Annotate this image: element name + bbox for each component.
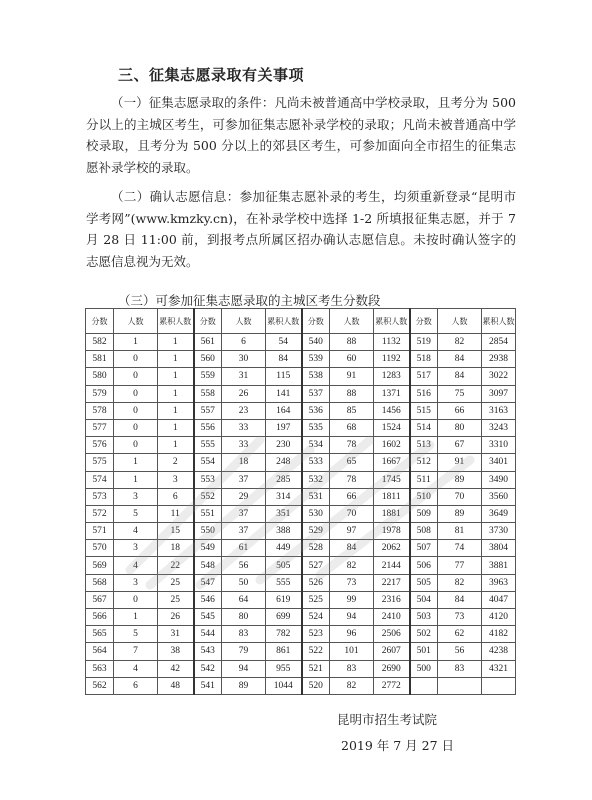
table-cell: 37 xyxy=(222,471,266,488)
table-cell: 2854 xyxy=(482,334,516,351)
table-cell: 77 xyxy=(438,557,482,574)
table-cell: 579 xyxy=(86,385,114,402)
table-cell: 83 xyxy=(330,660,374,677)
table-cell: 80 xyxy=(222,609,266,626)
table-cell: 3 xyxy=(114,574,158,591)
table-row xyxy=(86,402,516,419)
table-cell: 538 xyxy=(302,368,330,385)
table-row xyxy=(86,419,516,436)
table-cell: 101 xyxy=(330,643,374,660)
table-cell: 533 xyxy=(302,454,330,471)
table-cell: 84 xyxy=(438,368,482,385)
table-cell: 91 xyxy=(330,368,374,385)
table-cell: 1 xyxy=(158,437,194,454)
table-cell: 2062 xyxy=(374,540,410,557)
table-cell: 74 xyxy=(438,540,482,557)
table-row xyxy=(86,505,516,522)
table-cell: 514 xyxy=(410,419,438,436)
table-cell: 502 xyxy=(410,626,438,643)
table-cell: 4 xyxy=(114,557,158,574)
table-cell: 1 xyxy=(158,334,194,351)
table-cell: 573 xyxy=(86,488,114,505)
table-cell: 5 xyxy=(114,505,158,522)
table-cell: 38 xyxy=(158,643,194,660)
table-cell: 4 xyxy=(114,523,158,540)
table-row xyxy=(86,677,516,694)
table-cell: 1371 xyxy=(374,385,410,402)
table-cell: 351 xyxy=(266,505,302,522)
table-header-cell: 分数 xyxy=(86,309,114,334)
table-row xyxy=(86,609,516,626)
table-cell: 89 xyxy=(438,505,482,522)
table-cell: 4 xyxy=(114,660,158,677)
table-cell: 66 xyxy=(330,488,374,505)
table-cell: 1456 xyxy=(374,402,410,419)
table-cell: 1 xyxy=(158,385,194,402)
table-cell: 568 xyxy=(86,574,114,591)
table-cell: 518 xyxy=(410,351,438,368)
table-header-row xyxy=(86,309,516,334)
table-cell: 517 xyxy=(410,368,438,385)
table-cell: 1 xyxy=(114,334,158,351)
table-cell: 1 xyxy=(158,419,194,436)
table-title: （三）可参加征集志愿录取的主城区考生分数段 xyxy=(118,293,381,308)
table-cell: 555 xyxy=(194,437,222,454)
table-cell: 575 xyxy=(86,454,114,471)
table-cell: 78 xyxy=(330,471,374,488)
table-cell: 526 xyxy=(302,574,330,591)
table-cell: 50 xyxy=(222,574,266,591)
table-cell: 25 xyxy=(158,591,194,608)
table-cell: 546 xyxy=(194,591,222,608)
table-cell: 0 xyxy=(114,351,158,368)
table-cell: 11 xyxy=(158,505,194,522)
table-header-cell: 分数 xyxy=(194,309,222,334)
table-cell: 37 xyxy=(222,505,266,522)
table-cell: 7 xyxy=(114,643,158,660)
table-cell: 509 xyxy=(410,505,438,522)
table-cell: 0 xyxy=(114,385,158,402)
table-cell: 82 xyxy=(438,574,482,591)
table-cell: 79 xyxy=(222,643,266,660)
table-cell: 0 xyxy=(114,591,158,608)
table-cell: 91 xyxy=(438,454,482,471)
table-row xyxy=(86,488,516,505)
table-cell: 699 xyxy=(266,609,302,626)
table-cell: 42 xyxy=(158,660,194,677)
table-cell: 89 xyxy=(222,677,266,694)
table-cell: 97 xyxy=(330,523,374,540)
table-cell: 547 xyxy=(194,574,222,591)
table-cell: 0 xyxy=(114,437,158,454)
table-row xyxy=(86,591,516,608)
table-cell: 2506 xyxy=(374,626,410,643)
table-cell: 521 xyxy=(302,660,330,677)
table-cell: 2607 xyxy=(374,643,410,660)
table-cell: 62 xyxy=(438,626,482,643)
table-cell: 503 xyxy=(410,609,438,626)
table-row xyxy=(86,471,516,488)
table-row xyxy=(86,626,516,643)
admission-conditions-paragraph: （一）征集志愿录取的条件：凡尚未被普通高中学校录取，且考分为 500 分以上的主城区考生，可参加征集志愿补录学校的录取；凡尚未被普通高中学校录取，且考分为 500 分以上的郊县区考生，可参加面向全市招生的征集志愿补录学校的录取。 xyxy=(86,95,516,175)
table-cell: 84 xyxy=(330,540,374,557)
table-cell: 285 xyxy=(266,471,302,488)
table-cell: 3560 xyxy=(482,488,516,505)
table-cell: 527 xyxy=(302,557,330,574)
table-cell: 0 xyxy=(114,368,158,385)
table-cell: 1283 xyxy=(374,368,410,385)
table-cell: 4321 xyxy=(482,660,516,677)
table-cell: 525 xyxy=(302,591,330,608)
table-cell: 510 xyxy=(410,488,438,505)
table-cell: 3490 xyxy=(482,471,516,488)
table-cell: 569 xyxy=(86,557,114,574)
table-cell: 500 xyxy=(410,660,438,677)
table-cell: 5 xyxy=(114,626,158,643)
table-cell: 22 xyxy=(158,557,194,574)
table-cell: 505 xyxy=(266,557,302,574)
table-cell: 552 xyxy=(194,488,222,505)
issue-date: 2019 年 7 月 27 日 xyxy=(341,738,455,753)
table-row xyxy=(86,368,516,385)
table-cell: 530 xyxy=(302,505,330,522)
table-cell: 2772 xyxy=(374,677,410,694)
table-cell: 570 xyxy=(86,540,114,557)
table-row xyxy=(86,557,516,574)
issuing-organization: 昆明市招生考试院 xyxy=(337,712,438,727)
table-header-cell: 累积人数 xyxy=(374,309,410,334)
table-cell: 18 xyxy=(222,454,266,471)
table-cell xyxy=(410,677,438,694)
table-cell: 84 xyxy=(438,351,482,368)
table-cell: 3097 xyxy=(482,385,516,402)
table-cell: 84 xyxy=(438,591,482,608)
table-cell: 388 xyxy=(266,523,302,540)
table-cell: 83 xyxy=(222,626,266,643)
table-cell: 1811 xyxy=(374,488,410,505)
table-cell: 449 xyxy=(266,540,302,557)
table-cell: 73 xyxy=(438,609,482,626)
table-cell: 561 xyxy=(194,334,222,351)
table-cell: 566 xyxy=(86,609,114,626)
table-cell: 88 xyxy=(330,334,374,351)
table-cell: 3 xyxy=(158,471,194,488)
table-cell: 81 xyxy=(438,523,482,540)
table-cell: 37 xyxy=(222,523,266,540)
table-cell: 80 xyxy=(438,419,482,436)
table-cell: 504 xyxy=(410,591,438,608)
table-cell: 56 xyxy=(438,643,482,660)
table-cell: 4182 xyxy=(482,626,516,643)
table-cell: 557 xyxy=(194,402,222,419)
table-cell: 230 xyxy=(266,437,302,454)
table-cell: 2144 xyxy=(374,557,410,574)
table-cell: 70 xyxy=(330,505,374,522)
table-cell: 66 xyxy=(438,402,482,419)
table-cell: 541 xyxy=(194,677,222,694)
table-cell: 574 xyxy=(86,471,114,488)
table-cell: 248 xyxy=(266,454,302,471)
table-cell: 558 xyxy=(194,385,222,402)
table-cell: 89 xyxy=(438,471,482,488)
table-row xyxy=(86,454,516,471)
table-cell: 30 xyxy=(222,351,266,368)
table-row xyxy=(86,437,516,454)
table-cell: 1524 xyxy=(374,419,410,436)
table-cell: 516 xyxy=(410,385,438,402)
table-cell xyxy=(438,677,482,694)
table-header-cell: 人数 xyxy=(438,309,482,334)
table-cell: 1192 xyxy=(374,351,410,368)
table-cell: 115 xyxy=(266,368,302,385)
table-cell: 572 xyxy=(86,505,114,522)
table-cell: 68 xyxy=(330,419,374,436)
table-cell: 548 xyxy=(194,557,222,574)
table-cell: 2938 xyxy=(482,351,516,368)
table-cell: 73 xyxy=(330,574,374,591)
table-cell: 15 xyxy=(158,523,194,540)
table-cell: 78 xyxy=(330,437,374,454)
table-cell: 582 xyxy=(86,334,114,351)
table-cell: 1881 xyxy=(374,505,410,522)
table-cell: 2217 xyxy=(374,574,410,591)
table-row xyxy=(86,351,516,368)
section-title: 三、征集志愿录取有关事项 xyxy=(118,66,305,84)
table-cell: 535 xyxy=(302,419,330,436)
table-cell: 536 xyxy=(302,402,330,419)
table-cell: 524 xyxy=(302,609,330,626)
table-cell: 6 xyxy=(158,488,194,505)
table-cell: 1 xyxy=(158,368,194,385)
table-cell: 56 xyxy=(222,557,266,574)
table-cell: 48 xyxy=(158,677,194,694)
table-header-cell: 分数 xyxy=(410,309,438,334)
table-cell: 782 xyxy=(266,626,302,643)
table-cell: 578 xyxy=(86,402,114,419)
table-cell: 94 xyxy=(222,660,266,677)
table-cell: 25 xyxy=(158,574,194,591)
table-cell: 3804 xyxy=(482,540,516,557)
table-cell: 565 xyxy=(86,626,114,643)
table-row xyxy=(86,660,516,677)
table-cell: 82 xyxy=(330,557,374,574)
table-body xyxy=(86,334,516,695)
table-cell: 88 xyxy=(330,385,374,402)
table-cell: 554 xyxy=(194,454,222,471)
table-header-cell: 累积人数 xyxy=(482,309,516,334)
table-cell: 861 xyxy=(266,643,302,660)
table-cell: 580 xyxy=(86,368,114,385)
table-cell: 3963 xyxy=(482,574,516,591)
table-cell: 6 xyxy=(114,677,158,694)
table-cell: 0 xyxy=(114,419,158,436)
table-cell: 543 xyxy=(194,643,222,660)
table-header-cell: 累积人数 xyxy=(266,309,302,334)
table-cell: 553 xyxy=(194,471,222,488)
table-cell: 65 xyxy=(330,454,374,471)
table-cell: 3 xyxy=(114,488,158,505)
table-cell: 556 xyxy=(194,419,222,436)
table-cell: 539 xyxy=(302,351,330,368)
table-cell: 94 xyxy=(330,609,374,626)
table-cell: 31 xyxy=(158,626,194,643)
table-cell: 1 xyxy=(158,351,194,368)
table-cell: 534 xyxy=(302,437,330,454)
table-cell: 70 xyxy=(438,488,482,505)
table-cell: 6 xyxy=(222,334,266,351)
table-cell: 82 xyxy=(438,334,482,351)
table-cell: 1 xyxy=(114,454,158,471)
table-cell: 1 xyxy=(114,471,158,488)
table-cell: 26 xyxy=(222,385,266,402)
table-header-cell: 人数 xyxy=(222,309,266,334)
table-cell: 581 xyxy=(86,351,114,368)
table-row xyxy=(86,385,516,402)
table-cell: 560 xyxy=(194,351,222,368)
table-cell: 1044 xyxy=(266,677,302,694)
table-cell: 507 xyxy=(410,540,438,557)
table-cell: 3243 xyxy=(482,419,516,436)
table-cell: 2316 xyxy=(374,591,410,608)
table-cell: 64 xyxy=(222,591,266,608)
table-cell: 33 xyxy=(222,437,266,454)
table-cell: 512 xyxy=(410,454,438,471)
table-header-cell: 累积人数 xyxy=(158,309,194,334)
table-cell: 2410 xyxy=(374,609,410,626)
table-cell: 520 xyxy=(302,677,330,694)
table-cell: 3022 xyxy=(482,368,516,385)
table-row xyxy=(86,574,516,591)
table-cell: 23 xyxy=(222,402,266,419)
table-cell: 955 xyxy=(266,660,302,677)
table-cell xyxy=(482,677,516,694)
table-cell: 1978 xyxy=(374,523,410,540)
table-cell: 532 xyxy=(302,471,330,488)
table-cell: 549 xyxy=(194,540,222,557)
table-cell: 60 xyxy=(330,351,374,368)
table-cell: 96 xyxy=(330,626,374,643)
table-cell: 67 xyxy=(438,437,482,454)
table-cell: 1 xyxy=(158,402,194,419)
table-cell: 542 xyxy=(194,660,222,677)
table-cell: 576 xyxy=(86,437,114,454)
table-cell: 577 xyxy=(86,419,114,436)
table-cell: 3649 xyxy=(482,505,516,522)
confirm-info-paragraph: （二）确认志愿信息：参加征集志愿补录的考生，均须重新登录“昆明市学考网”(www.kmzky.cn)，在补录学校中选择 1-2 所填报征集志愿，并于 7 月 28 日 11:00 前，到报考点所属区招办确认志愿信息。未按时确认签字的志愿信息视为无效。 xyxy=(86,189,516,269)
table-cell: 523 xyxy=(302,626,330,643)
table-cell: 82 xyxy=(330,677,374,694)
table-cell: 31 xyxy=(222,368,266,385)
table-cell: 75 xyxy=(438,385,482,402)
table-cell: 551 xyxy=(194,505,222,522)
table-cell: 550 xyxy=(194,523,222,540)
table-cell: 531 xyxy=(302,488,330,505)
table-cell: 314 xyxy=(266,488,302,505)
table-cell: 3730 xyxy=(482,523,516,540)
table-cell: 528 xyxy=(302,540,330,557)
table-cell: 141 xyxy=(266,385,302,402)
table-cell: 564 xyxy=(86,643,114,660)
table-cell: 563 xyxy=(86,660,114,677)
table-cell: 1132 xyxy=(374,334,410,351)
table-cell: 4047 xyxy=(482,591,516,608)
table-cell: 4120 xyxy=(482,609,516,626)
table-row xyxy=(86,643,516,660)
table-cell: 3 xyxy=(114,540,158,557)
table-cell: 99 xyxy=(330,591,374,608)
table-cell: 522 xyxy=(302,643,330,660)
table-row xyxy=(86,540,516,557)
table-cell: 567 xyxy=(86,591,114,608)
table-cell: 529 xyxy=(302,523,330,540)
table-cell: 501 xyxy=(410,643,438,660)
table-cell: 505 xyxy=(410,574,438,591)
table-cell: 61 xyxy=(222,540,266,557)
table-cell: 54 xyxy=(266,334,302,351)
table-header-cell: 人数 xyxy=(114,309,158,334)
table-cell: 559 xyxy=(194,368,222,385)
table-cell: 26 xyxy=(158,609,194,626)
table-row xyxy=(86,334,516,351)
table-cell: 29 xyxy=(222,488,266,505)
table-cell: 83 xyxy=(438,660,482,677)
table-header-cell: 分数 xyxy=(302,309,330,334)
table-cell: 1602 xyxy=(374,437,410,454)
table-cell: 18 xyxy=(158,540,194,557)
table-cell: 506 xyxy=(410,557,438,574)
table-cell: 515 xyxy=(410,402,438,419)
table-cell: 619 xyxy=(266,591,302,608)
table-cell: 3881 xyxy=(482,557,516,574)
table-cell: 33 xyxy=(222,419,266,436)
table-cell: 1745 xyxy=(374,471,410,488)
table-cell: 2690 xyxy=(374,660,410,677)
table-cell: 0 xyxy=(114,402,158,419)
table-cell: 84 xyxy=(266,351,302,368)
table-cell: 571 xyxy=(86,523,114,540)
table-cell: 562 xyxy=(86,677,114,694)
table-row xyxy=(86,523,516,540)
score-distribution-table xyxy=(85,308,516,695)
table-cell: 3310 xyxy=(482,437,516,454)
table-cell: 2 xyxy=(158,454,194,471)
table-cell: 545 xyxy=(194,609,222,626)
table-cell: 4238 xyxy=(482,643,516,660)
table-cell: 1667 xyxy=(374,454,410,471)
table-cell: 3401 xyxy=(482,454,516,471)
table-header-cell: 人数 xyxy=(330,309,374,334)
table-cell: 3163 xyxy=(482,402,516,419)
table-cell: 555 xyxy=(266,574,302,591)
table-cell: 519 xyxy=(410,334,438,351)
table-cell: 508 xyxy=(410,523,438,540)
table-cell: 197 xyxy=(266,419,302,436)
table-cell: 537 xyxy=(302,385,330,402)
table-cell: 540 xyxy=(302,334,330,351)
table-cell: 513 xyxy=(410,437,438,454)
table-cell: 164 xyxy=(266,402,302,419)
table-cell: 544 xyxy=(194,626,222,643)
table-cell: 1 xyxy=(114,609,158,626)
table-cell: 511 xyxy=(410,471,438,488)
table-cell: 85 xyxy=(330,402,374,419)
